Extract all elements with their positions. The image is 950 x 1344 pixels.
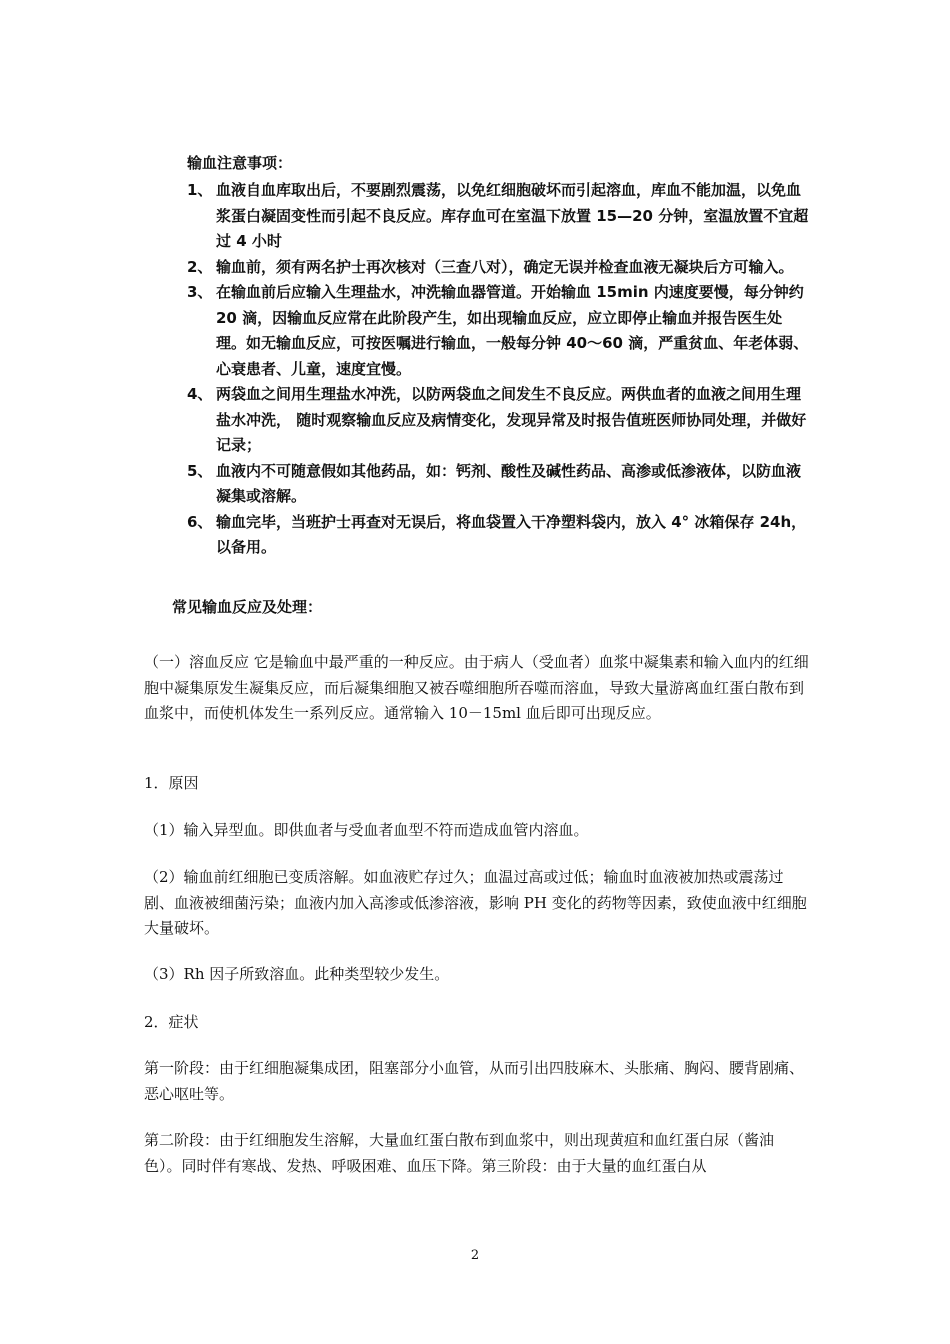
item-number: 3、 (187, 283, 213, 301)
item-number: 4、 (187, 385, 213, 403)
list-item (187, 280, 809, 382)
item-number: 6、 (187, 512, 213, 531)
page-number: 2 (470, 1248, 480, 1263)
list-item (187, 382, 809, 459)
list-item (187, 255, 809, 281)
item-text: 输血完毕，当班护士再查对无误后，将血袋置入干净塑料袋内，放入 4° 冰箱保存 24h，以备用。 (216, 512, 807, 556)
item-text: 在输血前后应输入生理盐水，冲洗输血器管道。开始输血 15min 内速度要慢，每分钟约 20 滴，因输血反应常在此阶段产生，如出现输血反应，应立即停止输血并报告医生处理。如无输血反应，可按医嘱进行输血，一般每分钟 40～60 滴，严重贫血、年老体弱、心衰患者、儿童，速度宜慢。 (216, 283, 809, 378)
cause-paragraph-3: （3）Rh 因子所致溶血。此种类型较少发生。 (144, 965, 450, 983)
cause-paragraph-1: （1）输入异型血。即供血者与受血者血型不符而造成血管内溶血。 (144, 821, 589, 839)
notes-list (187, 178, 809, 561)
cause-paragraph-2: （2）输血前红细胞已变质溶解。如血液贮存过久；血温过高或过低；输血时血液被加热或震荡过剧、血液被细菌污染；血液内加入高渗或低渗溶液，影响 PH 变化的药物等因素，致使血液中红细胞大量破坏。 (144, 868, 807, 937)
item-text: 血液内不可随意假如其他药品，如：钙剂、酸性及碱性药品、高渗或低渗液体，以防血液凝集或溶解。 (216, 461, 802, 505)
item-text: 血液自血库取出后，不要剧烈震荡，以免红细胞破坏而引起溶血，库血不能加温，以免血浆蛋白凝固变性而引起不良反应。库存血可在室温下放置 15—20 分钟，室温放置不宜超过 4 小时 (216, 181, 809, 250)
item-text: 两袋血之间用生理盐水冲洗，以防两袋血之间发生不良反应。两供血者的血液之间用生理盐水冲洗， 随时观察输血反应及病情变化，发现异常及时报告值班医师协同处理，并做好记录； (216, 385, 807, 454)
cause-heading: 1．原因 (144, 774, 199, 792)
reactions-title: 常见输血反应及处理： (172, 598, 323, 616)
list-item (187, 510, 809, 561)
symptom-paragraph-2: 第二阶段：由于红细胞发生溶解，大量血红蛋白散布到血浆中，则出现黄疸和血红蛋白尿（酱油色）。同时伴有寒战、发热、呼吸困难、血压下降。第三阶段：由于大量的血红蛋白从 (144, 1131, 775, 1175)
item-text: 输血前，须有两名护士再次核对（三查八对），确定无误并检查血液无凝块后方可输入。 (216, 257, 794, 276)
notes-title: 输血注意事项： (187, 154, 293, 172)
list-item (187, 178, 809, 255)
item-number: 5、 (187, 461, 213, 480)
list-item (187, 459, 809, 510)
hemolysis-intro-paragraph: （一）溶血反应 它是输血中最严重的一种反应。由于病人（受血者）血浆中凝集素和输入血内的红细胞中凝集原发生凝集反应，而后凝集细胞又被吞噬细胞所吞噬而溶血，导致大量游离血红蛋白散布到血浆中，而使机体发生一系列反应。通常输入 10－15ml 血后即可出现反应。 (144, 653, 809, 722)
symptom-heading: 2．症状 (144, 1013, 199, 1031)
symptom-paragraph-1: 第一阶段：由于红细胞凝集成团，阻塞部分小血管，从而引出四肢麻木、头胀痛、胸闷、腰背剧痛、恶心呕吐等。 (144, 1059, 805, 1103)
item-number: 2、 (187, 257, 213, 276)
item-number: 1、 (187, 181, 213, 199)
